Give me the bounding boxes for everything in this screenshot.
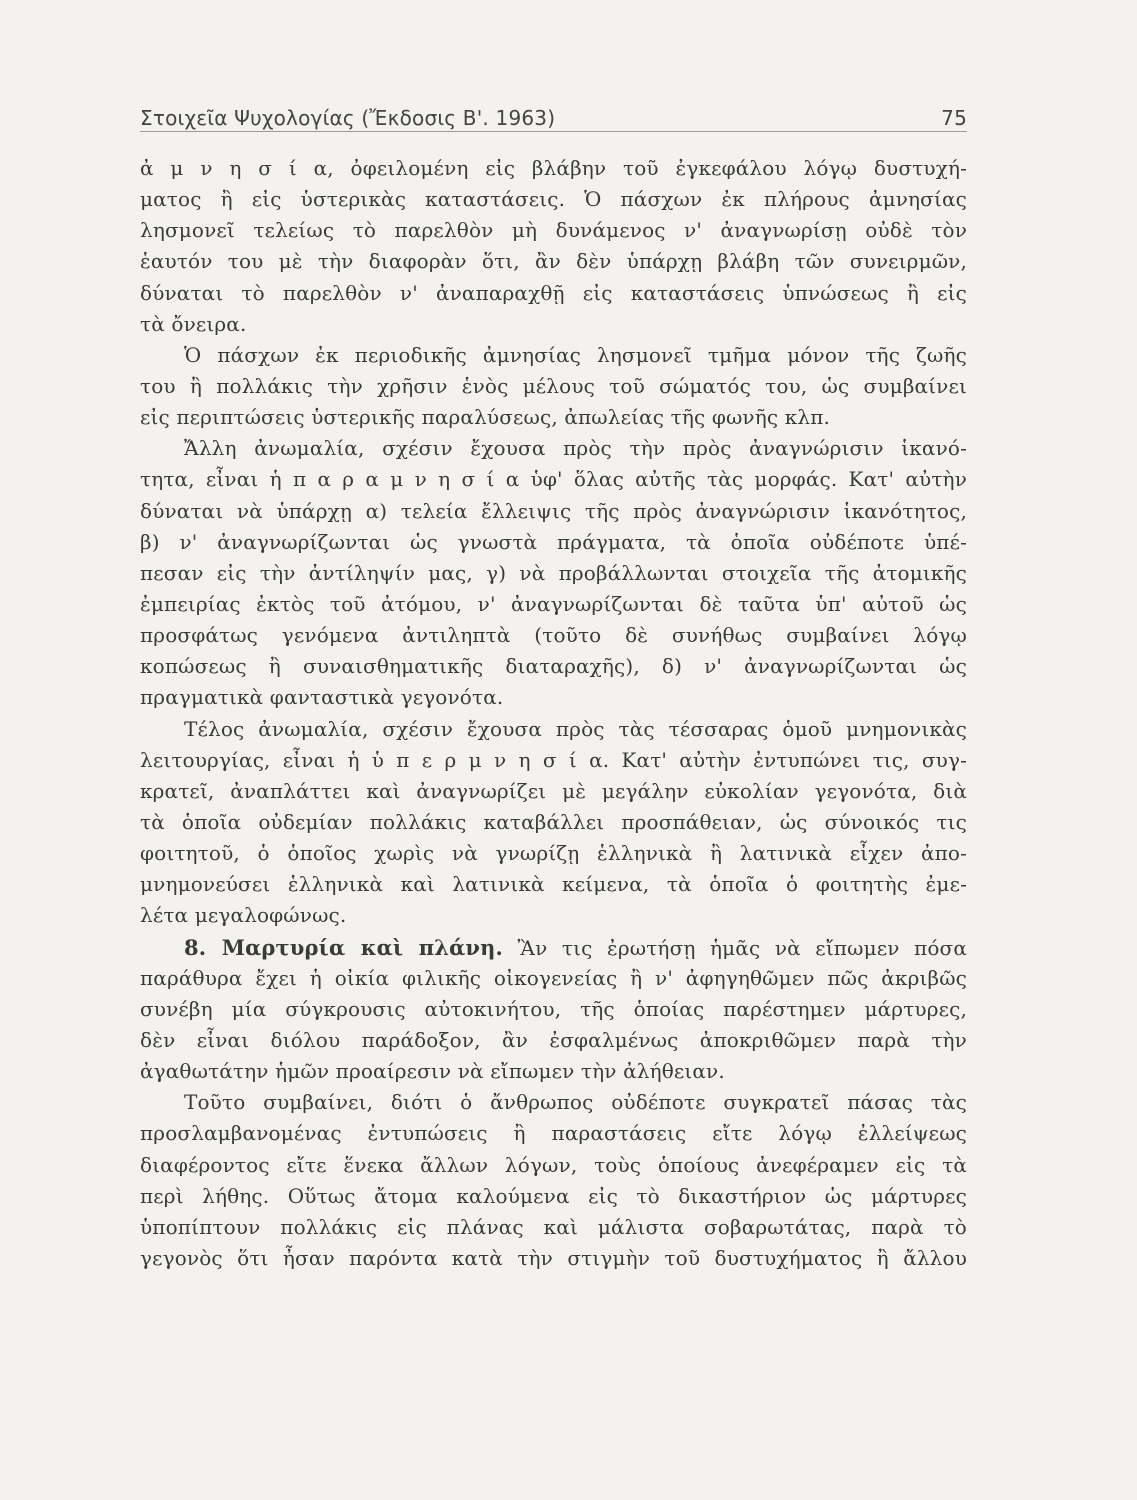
text-line: τὰ ὄνειρα. <box>140 311 247 336</box>
text-line: ματος ἢ εἰς ὑστερικὰς καταστάσεις. Ὁ πάσχων ἐκ πλήρους ἀμνησίας <box>140 187 967 212</box>
text-line: ἀ μ ν η σ ί α, ὀφειλομένη εἰς βλάβην τοῦ ἐγκεφάλου λόγῳ δυστυχή- <box>140 156 967 180</box>
text-line: Τέλος ἀνωμαλία, σχέσιν ἔχουσα πρὸς τὰς τέσσαρας ὁμοῦ μνημονικὰς <box>184 716 967 741</box>
text-line: προσλαμβανομένας ἐντυπώσεις ἢ παραστάσεις εἴτε λόγῳ ἐλλείψεως <box>140 1121 967 1146</box>
running-title: Στοιχεῖα Ψυχολογίας (Ἔκδοσις Β'. 1963) <box>140 106 556 130</box>
text-line: δύναται τὸ παρελθὸν ν' ἀναπαραχθῇ εἰς καταστάσεις ὑπνώσεως ἢ εἰς <box>140 280 967 305</box>
text-line: Ὁ πάσχων ἐκ περιοδικῆς ἀμνησίας λησμονεῖ τμῆμα μόνον τῆς ζωῆς <box>184 342 967 367</box>
text-line: ἀγαθωτάτην ἡμῶν προαίρεσιν νὰ εἴπωμεν τὴν ἀλήθειαν. <box>140 1059 725 1084</box>
text-line: περὶ λήθης. Οὕτως ἄτομα καλούμενα εἰς τὸ δικαστήριον ὡς μάρτυρες <box>140 1183 967 1208</box>
section-heading: 8. Μαρτυρία καὶ πλάνη. <box>184 934 504 960</box>
text-line: κοπώσεως ἢ συναισθηματικῆς διαταραχῆς), δ) ν' ἀναγνωρίζωνται ὡς <box>140 654 967 679</box>
text-line: κρατεῖ, ἀναπλάττει καὶ ἀναγνωρίζει μὲ μεγάλην εὐκολίαν γεγονότα, διὰ <box>140 778 967 803</box>
text-line: ἐμπειρίας ἐκτὸς τοῦ ἀτόμου, ν' ἀναγνωρίζωνται δὲ ταῦτα ὑπ' αὐτοῦ ὡς <box>140 591 967 616</box>
text-line: φοιτητοῦ, ὁ ὁποῖος χωρὶς νὰ γνωρίζῃ ἑλληνικὰ ἢ λατινικὰ εἶχεν ἀπο- <box>140 841 967 866</box>
text-line: του ἢ πολλάκις τὴν χρῆσιν ἑνὸς μέλους τοῦ σώματός του, ὡς συμβαίνει <box>140 373 967 398</box>
header-rule <box>140 131 967 132</box>
section-first-line-text: Ἂν τις ἐρωτήσῃ ἡμᾶς νὰ εἴπωμεν πόσα <box>517 935 967 960</box>
text-line: λειτουργίας, εἶναι ἡ ὑ π ε ρ μ ν η σ ί α. Κατ' αὐτὴν ἐντυπώνει τις, συγ- <box>140 747 967 772</box>
text-line: β) ν' ἀναγνωρίζωνται ὡς γνωστὰ πράγματα, τὰ ὁποῖα οὐδέποτε ὑπέ- <box>140 529 967 554</box>
page-body <box>140 153 967 1274</box>
text-line: λησμονεῖ τελείως τὸ παρελθὸν μὴ δυνάμενος ν' ἀναγνωρίσῃ οὐδὲ τὸν <box>140 218 967 243</box>
text-line: δὲν εἶναι διόλου παράδοξον, ἂν ἐσφαλμένως ἀποκριθῶμεν παρὰ τὴν <box>140 1027 967 1052</box>
text-line: προσφάτως γενόμενα ἀντιληπτὰ (τοῦτο δὲ συνήθως συμβαίνει λόγῳ <box>140 623 967 648</box>
text-line: Τοῦτο συμβαίνει, διότι ὁ ἄνθρωπος οὐδέποτε συγκρατεῖ πάσας τὰς <box>184 1090 967 1115</box>
text-line: δύναται νὰ ὑπάρχῃ α) τελεία ἔλλειψις τῆς πρὸς ἀναγνώρισιν ἱκανότητος, <box>140 498 967 523</box>
text-line: ἑαυτόν του μὲ τὴν διαφορὰν ὅτι, ἂν δὲν ὑπάρχῃ βλάβη τῶν συνειρμῶν, <box>140 249 967 274</box>
section-first-line <box>140 932 967 963</box>
text-line: τητα, εἶναι ἡ π α ρ α μ ν η σ ί α ὑφ' ὅλας αὐτῆς τὰς μορφάς. Κατ' αὐτὴν <box>140 467 967 492</box>
text-line: συνέβη μία σύγκρουσις αὐτοκινήτου, τῆς ὁποίας παρέστημεν μάρτυρες, <box>140 996 967 1021</box>
text-line: εἰς περιπτώσεις ὑστερικῆς παραλύσεως, ἀπωλείας τῆς φωνῆς κλπ. <box>140 405 831 430</box>
text-line: τὰ ὁποῖα οὐδεμίαν πολλάκις καταβάλλει προσπάθειαν, ὡς σύνοικός τις <box>140 809 967 834</box>
text-line: πεσαν εἰς τὴν ἀντίληψίν μας, γ) νὰ προβάλλωνται στοιχεῖα τῆς ἀτομικῆς <box>140 560 967 585</box>
text-line: Ἄλλη ἀνωμαλία, σχέσιν ἔχουσα πρὸς τὴν πρὸς ἀναγνώρισιν ἱκανό- <box>184 436 967 461</box>
page-header <box>140 94 967 130</box>
page-number: 75 <box>941 106 967 130</box>
text-line: πραγματικὰ φανταστικὰ γεγονότα. <box>140 685 504 710</box>
text-line: μνημονεύσει ἑλληνικὰ καὶ λατινικὰ κείμενα, τὰ ὁποῖα ὁ φοιτητὴς ἐμε- <box>140 872 967 897</box>
text-line: ὑποπίπτουν πολλάκις εἰς πλάνας καὶ μάλιστα σοβαρωτάτας, παρὰ τὸ <box>140 1214 967 1239</box>
text-line: γεγονὸς ὅτι ἦσαν παρόντα κατὰ τὴν στιγμὴν τοῦ δυστυχήματος ἢ ἄλλου <box>140 1245 967 1270</box>
text-line: λέτα μεγαλοφώνως. <box>140 903 347 928</box>
text-line: διαφέροντος εἴτε ἕνεκα ἄλλων λόγων, τοὺς ὁποίους ἀνεφέραμεν εἰς τὰ <box>140 1152 967 1177</box>
text-line: παράθυρα ἔχει ἡ οἰκία φιλικῆς οἰκογενείας ἢ ν' ἀφηγηθῶμεν πῶς ἀκριβῶς <box>140 965 967 990</box>
